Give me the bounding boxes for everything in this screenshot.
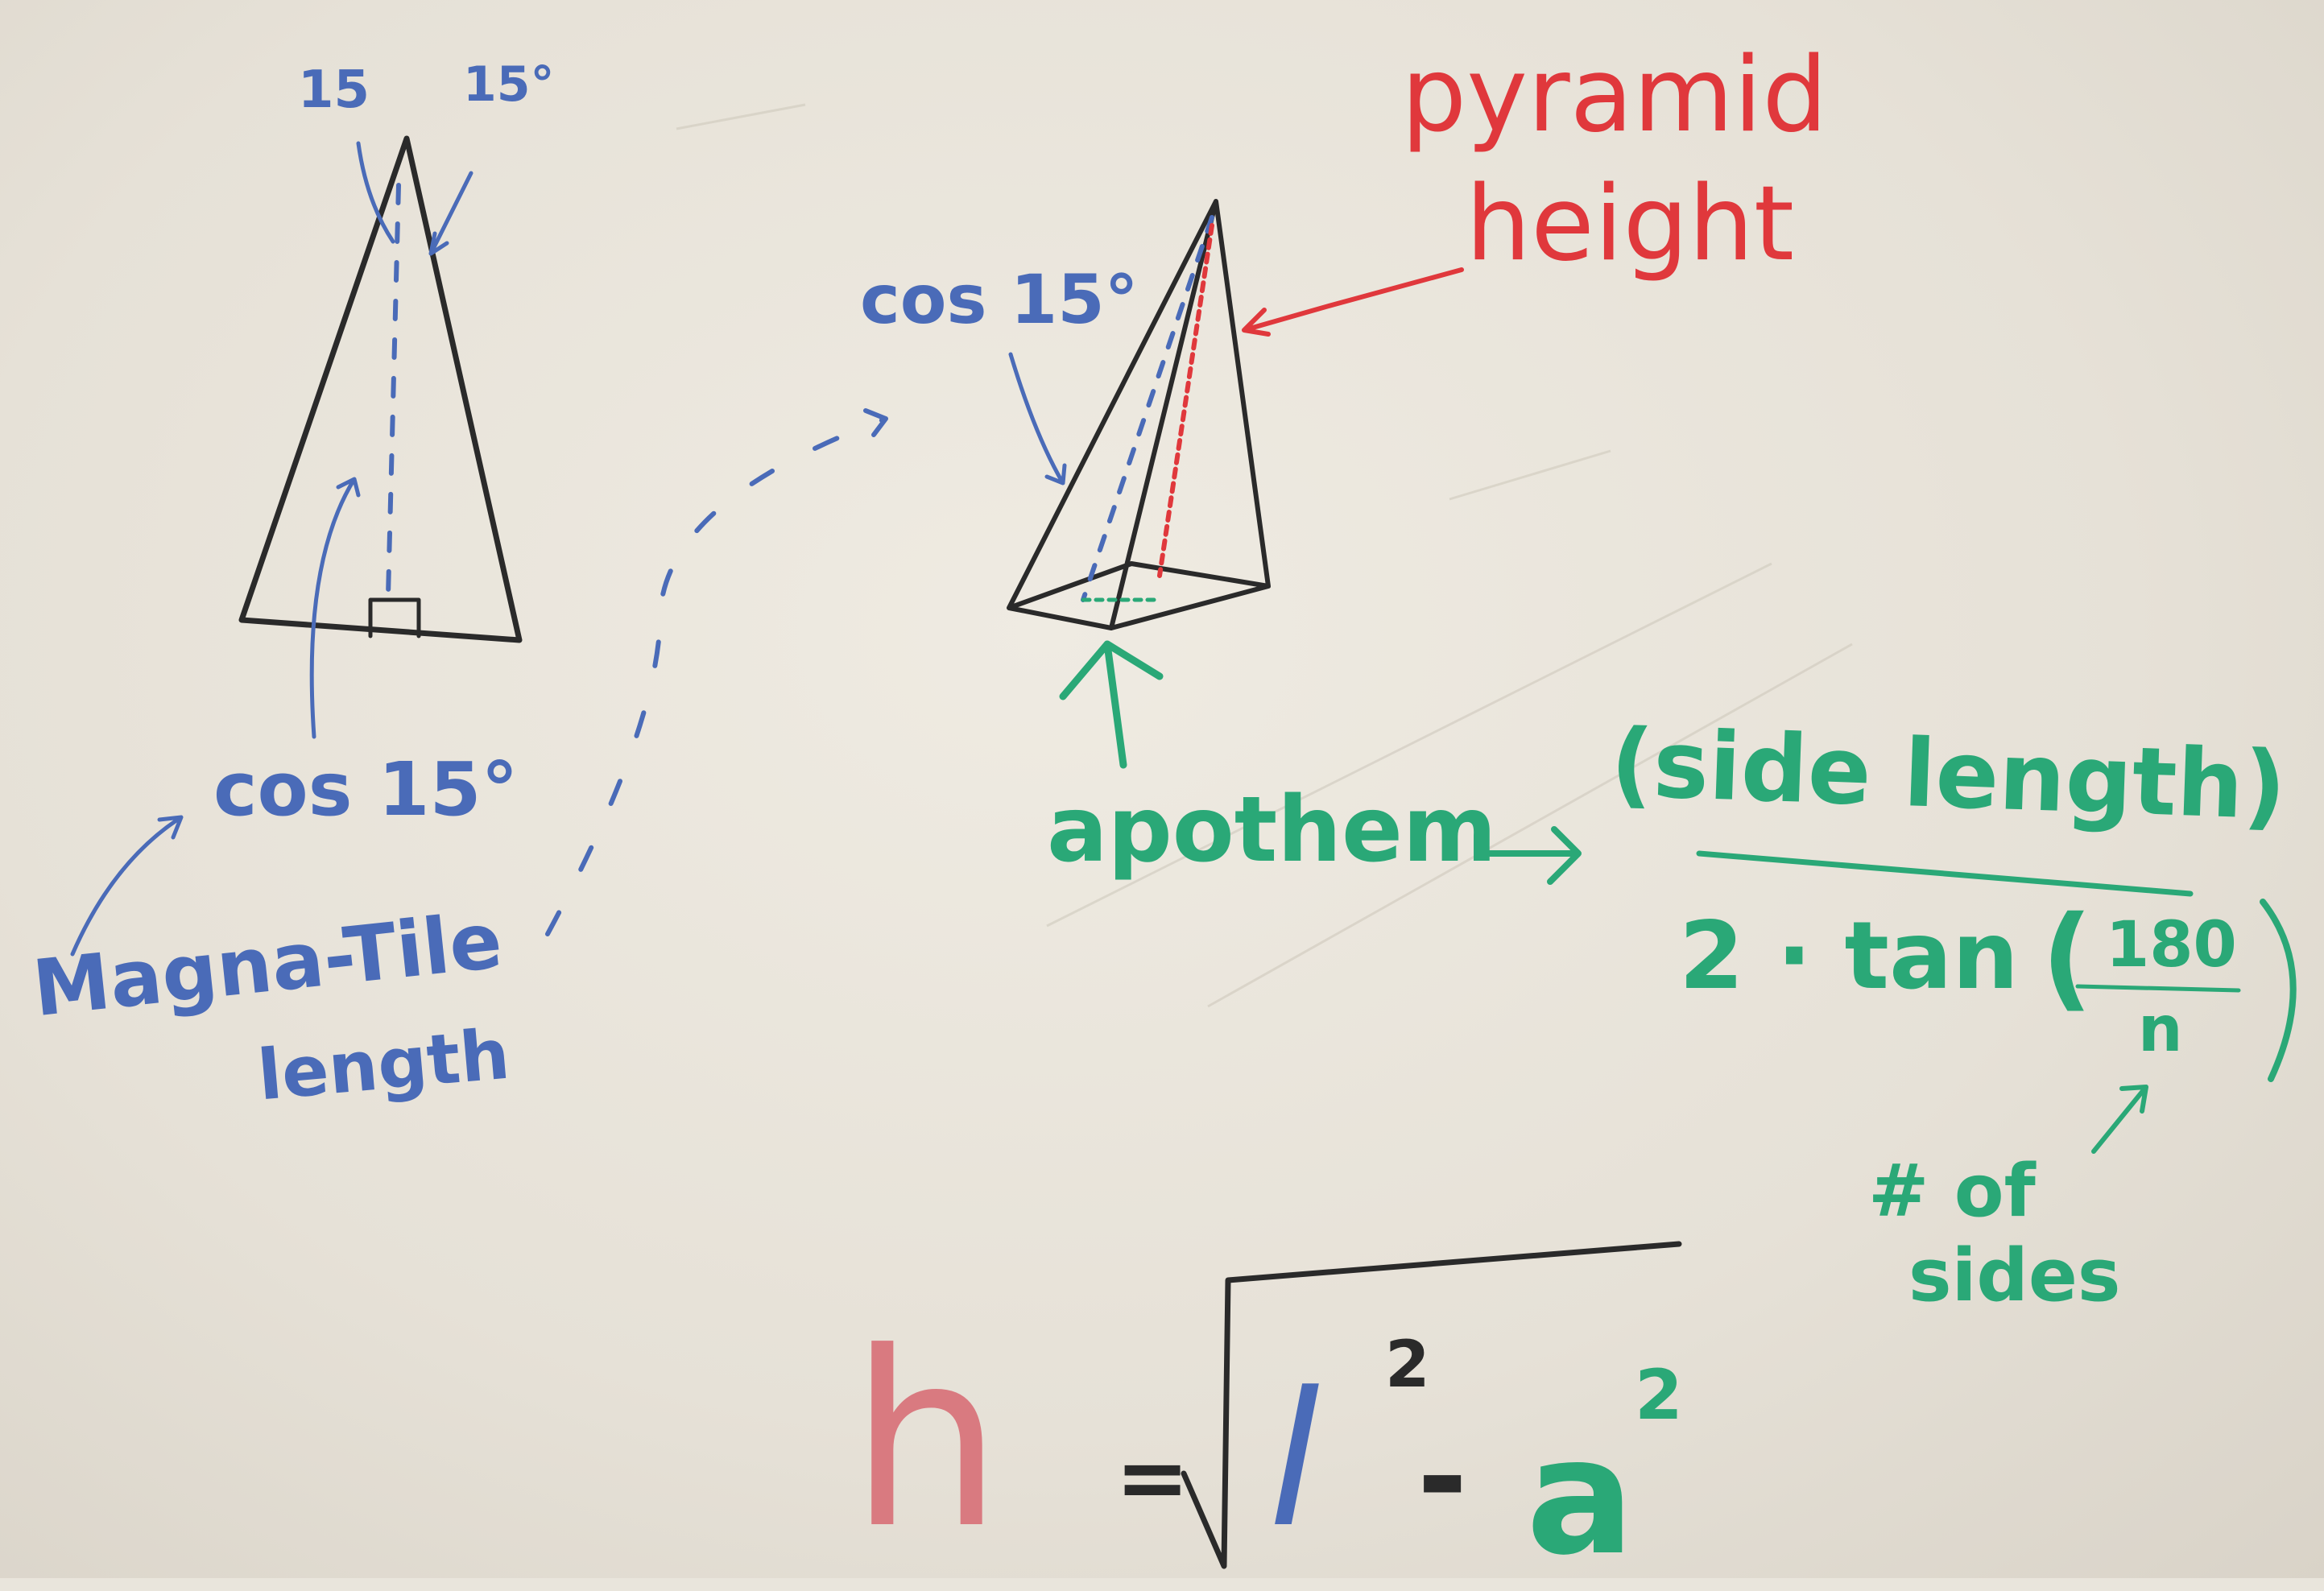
formula-numerator: (side length) <box>1608 709 2289 841</box>
formula-open-paren: ( <box>2041 892 2093 1023</box>
slant-pointer-arrow <box>1011 354 1065 483</box>
sides-note-arrow <box>2094 1087 2146 1151</box>
apothem-label: apothem <box>1047 778 1497 882</box>
formula-inner-numerator: 180 <box>2106 909 2237 981</box>
pyramid-height-label-line2: height <box>1466 164 1794 284</box>
left-height-label: cos 15° <box>213 746 519 833</box>
angle-arrow-right <box>431 173 471 254</box>
apothem-pointer-arrow <box>1063 644 1160 765</box>
left-angle-label: 15 <box>298 60 370 120</box>
sides-note-line1: # of <box>1868 1149 2036 1234</box>
pyramid-height-label-line1: pyramid <box>1401 35 1828 155</box>
tile-label-line1: Magna-Tile <box>28 895 507 1035</box>
height-pointer-arrow <box>312 479 358 737</box>
pyramid-slant-label: cos 15° <box>860 260 1139 339</box>
height-formula-equals: = <box>1115 1426 1190 1529</box>
close-paren <box>2263 902 2293 1079</box>
height-formula-l: l <box>1268 1353 1320 1568</box>
height-pointer-arrow-red <box>1244 270 1462 334</box>
height-formula-minus: - <box>1417 1407 1468 1548</box>
height-formula-lhs: h <box>850 1300 1003 1581</box>
sides-note-line2: sides <box>1908 1234 2121 1318</box>
height-formula-a-exponent: 2 <box>1635 1355 1683 1436</box>
tile-label-line2: length <box>254 1014 513 1117</box>
formula-inner-denominator: n <box>2138 994 2183 1066</box>
connector-dashed-arrow <box>548 411 886 934</box>
inner-fraction-bar <box>2078 986 2239 990</box>
right-angle-label: 15° <box>463 56 555 113</box>
height-formula-a: a <box>1526 1403 1635 1591</box>
formula-denominator: 2 · tan <box>1679 902 2019 1010</box>
left-triangle-height-dashed <box>388 185 399 596</box>
fraction-bar <box>1699 853 2190 894</box>
height-formula-l-exponent: 2 <box>1385 1327 1430 1402</box>
left-triangle-outline <box>242 138 519 640</box>
